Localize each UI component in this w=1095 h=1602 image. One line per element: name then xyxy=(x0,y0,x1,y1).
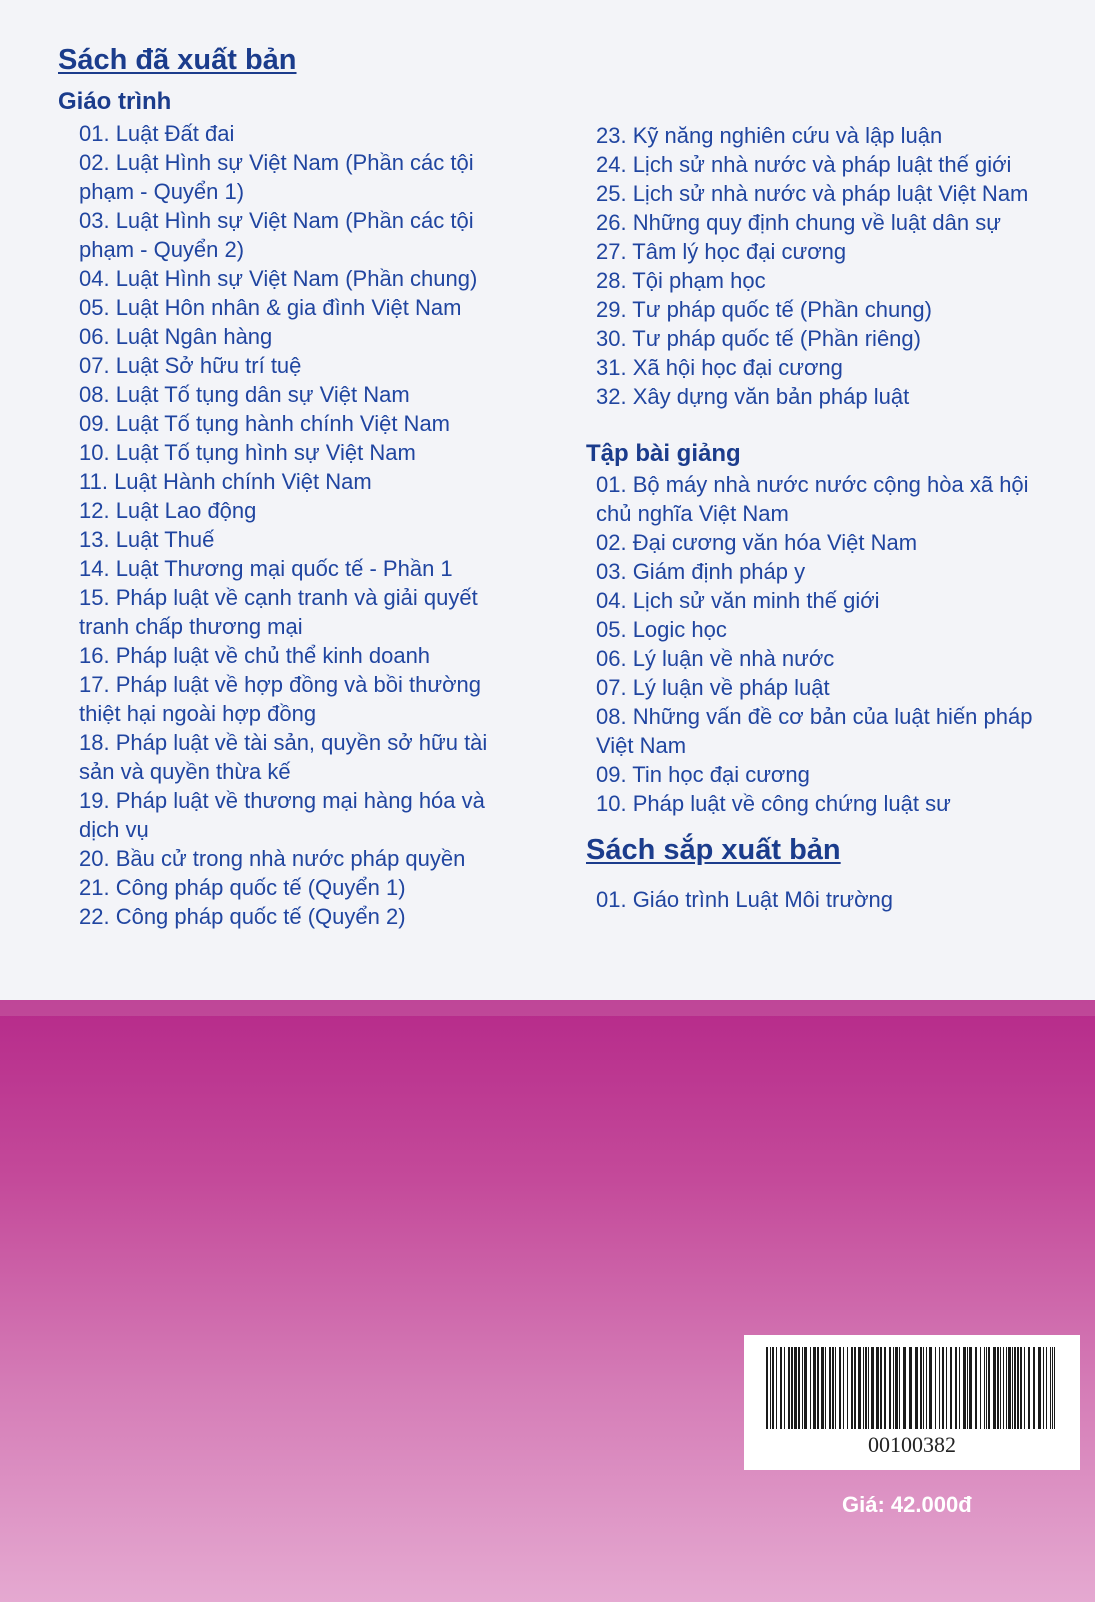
list-item: 31. Xã hội học đại cương xyxy=(596,355,843,380)
barcode-bar xyxy=(854,1347,856,1429)
barcode-bar xyxy=(798,1347,800,1429)
barcode-bar xyxy=(876,1347,879,1429)
list-item: 15. Pháp luật về cạnh tranh và giải quyết tranh chấp thương mại xyxy=(79,585,478,639)
list-item: 13. Luật Thuế xyxy=(79,527,215,552)
barcode-bar xyxy=(950,1347,952,1429)
barcode-bar xyxy=(1012,1347,1013,1429)
price-label: Giá: 42.000đ xyxy=(842,1492,972,1517)
barcode-bar xyxy=(899,1347,900,1429)
barcode-bar xyxy=(871,1347,874,1429)
list-item: 01. Giáo trình Luật Môi trường xyxy=(596,887,893,912)
barcode-bar xyxy=(868,1347,869,1429)
list-item: 16. Pháp luật về chủ thể kinh doanh xyxy=(79,643,431,668)
barcode-bar xyxy=(839,1347,841,1429)
barcode-bar xyxy=(835,1347,836,1429)
barcode-bars xyxy=(766,1347,1058,1429)
barcode-bar xyxy=(967,1347,968,1429)
barcode-bar xyxy=(920,1347,922,1429)
list-item: 24. Lịch sử nhà nước và pháp luật thế giới xyxy=(596,152,1012,177)
barcode-bar xyxy=(776,1347,777,1429)
barcode-bar xyxy=(813,1347,816,1429)
barcode-bar xyxy=(766,1347,768,1429)
barcode-bar xyxy=(817,1347,819,1429)
barcode-bar xyxy=(1020,1347,1022,1429)
list-item: 09. Tin học đại cương xyxy=(596,762,810,787)
list-item: 03. Luật Hình sự Việt Nam (Phần các tội phạm - Quyển 2) xyxy=(79,208,474,262)
barcode-bar xyxy=(975,1347,977,1429)
barcode-bar xyxy=(847,1347,848,1429)
barcode-bar xyxy=(942,1347,944,1429)
list-item: 08. Những vấn đề cơ bản của luật hiến pháp Việt Nam xyxy=(596,704,1033,758)
barcode-bar xyxy=(794,1347,797,1429)
list-item: 05. Logic học xyxy=(596,617,727,642)
barcode-bar xyxy=(880,1347,882,1429)
list-item: 19. Pháp luật về thương mại hàng hóa và dịch vụ xyxy=(79,788,485,842)
barcode-bar xyxy=(988,1347,990,1429)
list-item: 07. Luật Sở hữu trí tuệ xyxy=(79,353,302,378)
list-item: 04. Lịch sử văn minh thế giới xyxy=(596,588,880,613)
list-item: 01. Luật Đất đai xyxy=(79,121,235,146)
list-item: 06. Luật Ngân hàng xyxy=(79,324,273,349)
list-item: 03. Giám định pháp y xyxy=(596,559,806,584)
list-item: 22. Công pháp quốc tế (Quyển 2) xyxy=(79,904,406,929)
list-item: 09. Luật Tố tụng hành chính Việt Nam xyxy=(79,411,451,436)
barcode-bar xyxy=(1043,1347,1044,1429)
list-item: 06. Lý luận về nhà nước xyxy=(596,646,835,671)
barcode-bar xyxy=(893,1347,894,1429)
list-item: 08. Luật Tố tụng dân sự Việt Nam xyxy=(79,382,410,407)
list-item: 10. Pháp luật về công chứng luật sư xyxy=(596,791,951,816)
barcode-bar xyxy=(1014,1347,1016,1429)
barcode-bar xyxy=(926,1347,927,1429)
barcode-bar xyxy=(984,1347,985,1429)
list-item: 12. Luật Lao động xyxy=(79,498,257,523)
barcode-bar xyxy=(915,1347,918,1429)
list-item: 20. Bầu cử trong nhà nước pháp quyền xyxy=(79,846,466,871)
barcode-bar xyxy=(923,1347,924,1429)
barcode xyxy=(744,1335,1080,1470)
barcode-bar xyxy=(1024,1347,1025,1429)
list-item: 14. Luật Thương mại quốc tế - Phần 1 xyxy=(79,556,453,581)
barcode-bar xyxy=(825,1347,826,1429)
barcode-bar xyxy=(780,1347,782,1429)
barcode-bar xyxy=(929,1347,932,1429)
list-item: 21. Công pháp quốc tế (Quyển 1) xyxy=(79,875,406,900)
barcode-bar xyxy=(1000,1347,1001,1429)
barcode-bar xyxy=(969,1347,972,1429)
list-item: 25. Lịch sử nhà nước và pháp luật Việt Nam xyxy=(596,181,1029,206)
barcode-bar xyxy=(858,1347,861,1429)
list-item: 05. Luật Hôn nhân & gia đình Việt Nam xyxy=(79,295,462,320)
barcode-bar xyxy=(770,1347,771,1429)
barcode-bar xyxy=(851,1347,853,1429)
list-item: 27. Tâm lý học đại cương xyxy=(596,239,847,264)
barcode-bar xyxy=(1008,1347,1011,1429)
barcode-bar xyxy=(909,1347,912,1429)
barcode-bar xyxy=(980,1347,981,1429)
barcode-bar xyxy=(1046,1347,1047,1429)
textbooks-heading: Giáo trình xyxy=(58,88,172,115)
list-item: 28. Tội phạm học xyxy=(596,268,766,293)
lecture-list xyxy=(594,470,1034,818)
barcode-bar xyxy=(963,1347,966,1429)
barcode-bar xyxy=(997,1347,999,1429)
textbook-list-left xyxy=(77,119,527,931)
textbook-list-right xyxy=(594,121,1064,411)
barcode-bar xyxy=(986,1347,987,1429)
barcode-bar xyxy=(959,1347,960,1429)
list-item: 29. Tư pháp quốc tế (Phần chung) xyxy=(596,297,932,322)
barcode-number: 00100382 xyxy=(868,1432,956,1457)
barcode-bar xyxy=(1028,1347,1030,1429)
barcode-bar xyxy=(810,1347,811,1429)
barcode-bar xyxy=(1052,1347,1053,1429)
barcode-bar xyxy=(884,1347,886,1429)
barcode-bar xyxy=(804,1347,807,1429)
barcode-bar xyxy=(791,1347,793,1429)
barcode-bar xyxy=(939,1347,940,1429)
list-item: 02. Luật Hình sự Việt Nam (Phần các tội phạm - Quyển 1) xyxy=(79,150,474,204)
list-item: 17. Pháp luật về hợp đồng và bồi thường thiệt hại ngoài hợp đồng xyxy=(79,672,481,726)
list-item: 01. Bộ máy nhà nước nước cộng hòa xã hội chủ nghĩa Việt Nam xyxy=(596,472,1029,526)
barcode-bar xyxy=(832,1347,834,1429)
barcode-bar xyxy=(1033,1347,1035,1429)
list-item: 32. Xây dựng văn bản pháp luật xyxy=(596,384,910,409)
list-item: 07. Lý luận về pháp luật xyxy=(596,675,830,700)
upcoming-heading: Sách sắp xuất bản xyxy=(586,834,841,866)
barcode-bar xyxy=(1017,1347,1019,1429)
barcode-bar xyxy=(865,1347,867,1429)
barcode-bar xyxy=(784,1347,785,1429)
list-item: 23. Kỹ năng nghiên cứu và lập luận xyxy=(596,123,943,148)
published-heading: Sách đã xuất bản xyxy=(58,44,297,76)
list-item: 26. Những quy định chung về luật dân sự xyxy=(596,210,1001,235)
barcode-bar xyxy=(829,1347,831,1429)
barcode-bar xyxy=(955,1347,957,1429)
barcode-bar xyxy=(903,1347,906,1429)
list-item: 30. Tư pháp quốc tế (Phần riêng) xyxy=(596,326,921,351)
list-item: 02. Đại cương văn hóa Việt Nam xyxy=(596,530,918,555)
barcode-bar xyxy=(1050,1347,1051,1429)
barcode-bar xyxy=(863,1347,864,1429)
barcode-bar xyxy=(821,1347,824,1429)
barcode-bar xyxy=(935,1347,936,1429)
barcode-bar xyxy=(946,1347,947,1429)
barcode-bar xyxy=(993,1347,996,1429)
list-item: 10. Luật Tố tụng hình sự Việt Nam xyxy=(79,440,416,465)
list-item: 11. Luật Hành chính Việt Nam xyxy=(79,469,372,494)
barcode-bar xyxy=(895,1347,898,1429)
upcoming-list xyxy=(594,885,1034,914)
barcode-bar xyxy=(889,1347,891,1429)
barcode-bar xyxy=(772,1347,774,1429)
barcode-bar xyxy=(802,1347,803,1429)
barcode-bar xyxy=(788,1347,790,1429)
barcode-bar xyxy=(1006,1347,1007,1429)
lectures-heading: Tập bài giảng xyxy=(586,440,741,467)
barcode-bar xyxy=(843,1347,844,1429)
list-item: 04. Luật Hình sự Việt Nam (Phần chung) xyxy=(79,266,478,291)
list-item: 18. Pháp luật về tài sản, quyền sở hữu tài sản và quyền thừa kế xyxy=(79,730,488,784)
barcode-bar xyxy=(1054,1347,1055,1429)
barcode-bar xyxy=(1038,1347,1041,1429)
barcode-bar xyxy=(1003,1347,1004,1429)
